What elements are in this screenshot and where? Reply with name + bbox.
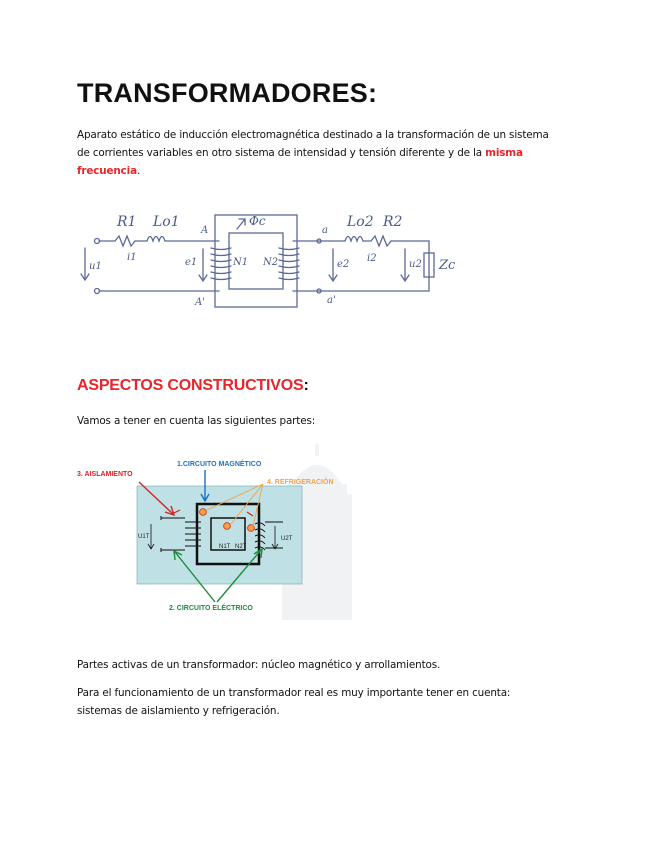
sketch-label-u2: u2 — [409, 259, 422, 270]
sketch-label-r1: R1 — [117, 214, 137, 230]
label-magnetic-circuit: 1.CIRCUITO MAGNÉTICO — [177, 461, 262, 468]
intro-end: . — [136, 165, 141, 177]
active-parts-text: Partes activas de un transformador: núcleo magnético y arrollamientos. — [77, 659, 441, 671]
intro-highlight: misma frecuencia — [77, 147, 523, 177]
sketch-label-a-prime: A' — [195, 297, 205, 308]
insulation-box — [137, 486, 302, 584]
sketch-label-u1: u1 — [89, 261, 102, 272]
sketch-label-a2: a — [322, 225, 328, 236]
sketch-label-a: A — [201, 225, 209, 236]
sketch-label-r2: R2 — [383, 214, 403, 230]
page-title: TRANSFORMADORES: — [77, 78, 378, 108]
sketch-label-lo1: Lo1 — [153, 214, 180, 230]
intro-paragraph — [77, 126, 557, 180]
real-operation-text: Para el funcionamiento de un transformador real es muy importante tener en cuenta: sistemas de aislamiento y refrigeración. — [77, 687, 511, 717]
sketch-label-n2: N2 — [263, 257, 279, 268]
n1t-label: N1T — [219, 544, 231, 550]
section-title: ASPECTOS CONSTRUCTIVOS: — [77, 377, 309, 394]
n2t-label: N2T — [235, 544, 247, 550]
u2t-label: U2T — [281, 536, 293, 542]
sketch-label-phi: Φc — [249, 214, 266, 228]
parts-intro: Vamos a tener en cuenta las siguientes partes: — [77, 415, 316, 427]
sketch-label-zc: Zc — [439, 258, 456, 273]
equivalent-circuit-sketch — [77, 193, 477, 320]
sketch-label-e2: e2 — [337, 259, 350, 270]
sketch-label-n1: N1 — [233, 257, 249, 268]
sketch-label-a2-prime: a' — [327, 295, 336, 306]
u1t-label: U1T — [138, 534, 150, 540]
sketch-label-lo2: Lo2 — [347, 214, 374, 230]
label-insulation: 3. AISLAMIENTO — [77, 471, 133, 478]
sketch-label-i2: i2 — [367, 253, 377, 264]
sketch-label-i1: i1 — [127, 252, 137, 263]
label-cooling: 4. REFRIGERACIÓN — [267, 479, 334, 486]
label-electric-circuit: 2. CIRCUITO ELÉCTRICO — [169, 605, 253, 612]
sketch-label-e1: e1 — [185, 257, 198, 268]
transformer-parts-diagram — [77, 444, 377, 620]
intro-text: Aparato estático de inducción electromagnética destinado a la transformación de un sistema de corrientes variables en otro sistema de intensidad y tensión diferente y de la — [77, 129, 549, 159]
